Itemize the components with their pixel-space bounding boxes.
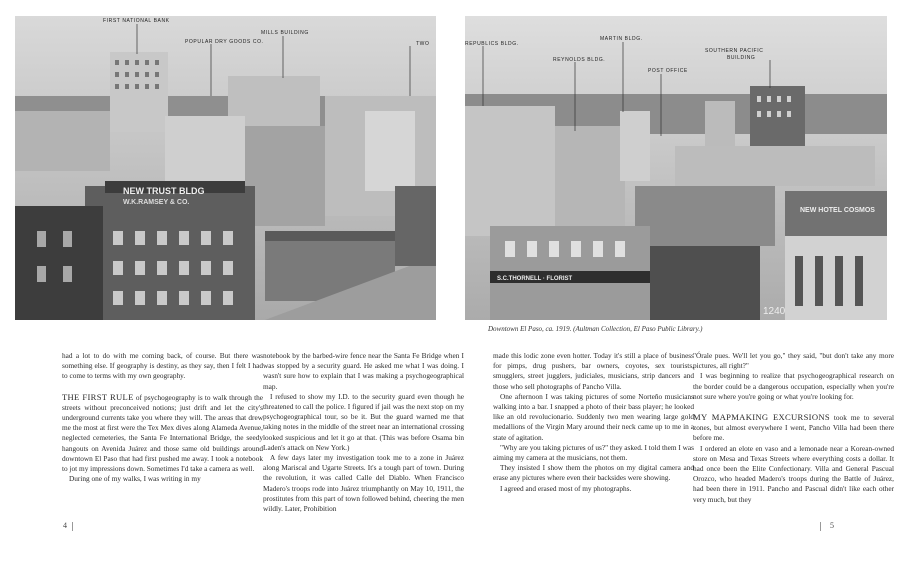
photo-number: 1240 [763,306,786,317]
paragraph-body: took me to several zones, but almost everywhere I went, Pancho Villa had been there before me. [693,413,894,443]
photo-caption: Downtown El Paso, ca. 1919. (Aultman Collection, El Paso Public Library.) [488,325,703,333]
text-column-4 [693,351,894,505]
label-republics-bldg: REPUBLICS BLDG. [465,41,519,47]
label-mills-building: MILLS BUILDING [261,30,309,36]
paragraph: "Why are you taking pictures of us?" they asked. I told them I was aiming my camera at the musicians, not them. [493,442,695,463]
photo-right-illustration [465,16,887,320]
paragraph: They insisted I show them the photos on my digital camera and erase any pictures where even their backsides were showing. [493,463,694,483]
photo-left-illustration [15,16,436,320]
section-heading: MY MAPMAKING EXCURSIONS [693,412,830,423]
photo-downtown-left [15,16,436,320]
text-column-2 [263,351,464,514]
page-number-left: 4 [63,521,67,530]
paragraph: I was beginning to realize that psychogeographical research on the border could be a dangerous occupation, especially when you're not sure where you're going or what you're looking for. [693,371,894,401]
paragraph: I agreed and erased most of my photographs. [500,483,632,493]
label-first-national-bank: FIRST NATIONAL BANK [103,18,170,24]
label-martin-bldg: MARTIN BLDG. [600,36,643,42]
paragraph-section-start [62,392,263,475]
paragraph: During one of my walks, I was writing in my [69,474,201,484]
paragraph: had a lot to do with me coming back, of course. But there was something else. If geography is destiny, as they say, then I felt I had to come to terms with my own geography. [62,351,263,381]
sign-new-trust-bldg: NEW TRUST BLDG [123,186,205,196]
paragraph: A few days later my investigation took me to a zone in Juárez along Mariscal and Ugarte Streets. It's a tough part of town. During the revolution, it was called Calle del Diablo. When Francisco Madero's troops rode into Juárez triumphantly on May 10, 1911, the prostitutes from this part of town followed behind, cheering the men wildly. Later, Prohibition [263,453,464,514]
paragraph: made this lodic zone even hotter. Today it's still a place of business for pimps, drug pushers, bar owners, coyotes, sex tourists, smugglers, street jugglers, judiciales, musicians, strip dancers and those who sell photographs of Pancho Villa. [493,351,694,391]
text-column-3 [493,351,694,494]
label-popular-dry-goods: POPULAR DRY GOODS CO. [185,39,264,45]
paragraph: "Órale pues. We'll let you go," they said, "but don't take any more pictures, all right?" [693,351,894,371]
paragraph: One afternoon I was taking pictures of some Norteño musicians walking into a bar. I snapped a photo of their bass player; he looked like an old revolucionario. Suddenly two men wearing large gold medallions of the Virgin Mary around their neck came up to me in a state of agitation. [493,391,694,442]
sign-new-hotel-cosmos: NEW HOTEL COSMOS [800,207,875,214]
sign-wm-ramsey: W.K.RAMSEY & CO. [123,199,190,206]
page-number-right: 5 [830,521,834,530]
paragraph: I ordered an elote en vaso and a lemonade near a Korean-owned store on Mesa and Texas Streets where everything costs a dollar. It had once been the Elite Confectionary. Villa and General Pascual Orozco, who headed Madero's troops during the Battle of Juárez, had been there in 1911. Pancho and Pascual didn't like each other very much, but they [693,443,894,504]
paragraph: I refused to show my I.D. to the security guard even though he threatened to call the police. I figured if jail was the next stop on my psychogeographical tour, so be it. But the guard warned me that taking notes in the middle of the street near an international crossing looked suspicious and let it go at that. (This was before Osama bin Laden's attack on New York.) [263,391,464,452]
text-column-1 [62,351,263,484]
photo-downtown-right [465,16,887,320]
folio-divider-right [820,522,821,531]
paragraph-section-start [693,412,894,444]
label-southern-pacific-building: BUILDING [727,55,756,61]
label-reynolds-bldg: REYNOLDS BLDG. [553,57,606,63]
label-two: TWO [416,41,430,47]
sign-thornell-florist: S.C.THORNELL · FLORIST [497,276,573,282]
paragraph-body: of psychogeography is to walk through the streets without preconceived notions; just drift and let the city's underground currents take you where they will. The areas that drew me the most at first were the Tex Mex dives along Alameda Avenue, neglected cemeteries, the Santa Fe International Bridge, the seedy hangouts on Avenida Juárez and those same old buildings around downtown El Paso that had first pushed me away. I took a notebook to jot my impressions down. Sometimes I'd take a camera as well. [62,392,263,474]
folio-divider-left [72,522,73,531]
label-southern-pacific: SOUTHERN PACIFIC [705,48,764,54]
paragraph: notebook by the barbed-wire fence near the Santa Fe Bridge when I was stopped by a security guard. He asked me what I was doing. I wasn't sure how to explain that I was making a psychogeographical map. [263,351,464,391]
label-post-office: POST OFFICE [648,68,688,74]
section-heading: THE FIRST RULE [62,391,134,402]
